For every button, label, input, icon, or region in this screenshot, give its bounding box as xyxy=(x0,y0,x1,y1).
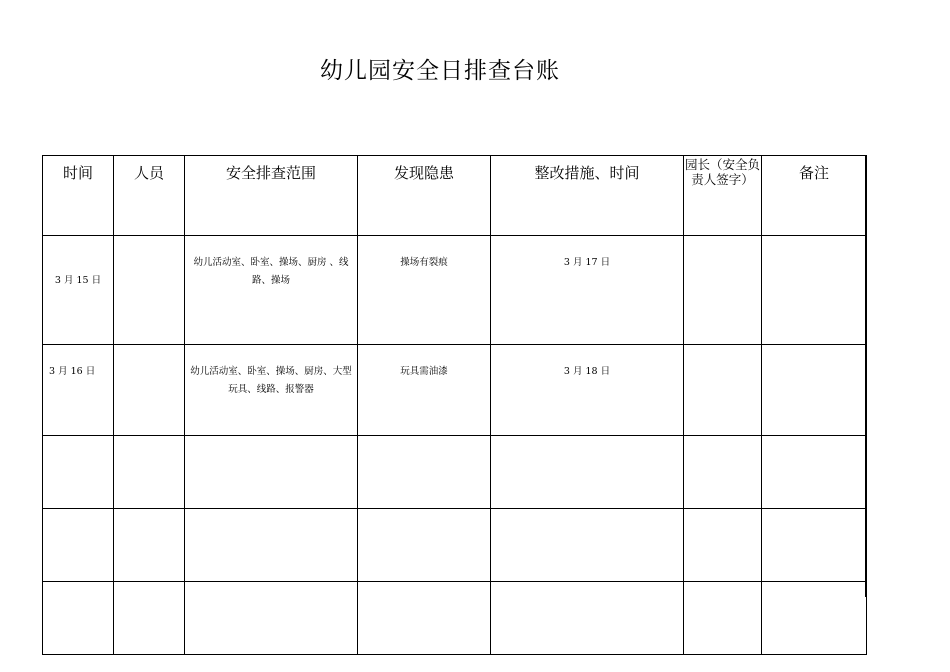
page-title: 幼儿园安全日排查台账 xyxy=(320,58,560,84)
header-rectify: 整改措施、时间 xyxy=(491,156,684,236)
cell-remark xyxy=(762,582,867,655)
cell-hazard: 玩具需油漆 xyxy=(358,345,491,436)
table-row xyxy=(43,345,867,436)
cell-principal xyxy=(684,582,762,655)
cell-time xyxy=(43,436,114,509)
cell-person xyxy=(114,509,185,582)
table-row xyxy=(43,509,867,582)
cell-person xyxy=(114,345,185,436)
cell-time: 3 月 15 日 xyxy=(43,236,114,345)
table-right-border xyxy=(865,155,866,597)
cell-rectify xyxy=(491,509,684,582)
cell-person xyxy=(114,436,185,509)
header-scope: 安全排查范围 xyxy=(185,156,358,236)
cell-hazard xyxy=(358,436,491,509)
header-person: 人员 xyxy=(114,156,185,236)
cell-person xyxy=(114,582,185,655)
cell-rectify: 3 月 18 日 xyxy=(491,345,684,436)
cell-principal xyxy=(684,436,762,509)
table-row xyxy=(43,436,867,509)
header-remark: 备注 xyxy=(762,156,867,236)
header-time: 时间 xyxy=(43,156,114,236)
header-hazard: 发现隐患 xyxy=(358,156,491,236)
cell-scope: 幼儿活动室、卧室、操场、厨房、大型玩具、线路、报警器 xyxy=(185,345,358,436)
cell-principal xyxy=(684,345,762,436)
cell-hazard: 操场有裂痕 xyxy=(358,236,491,345)
cell-scope xyxy=(185,509,358,582)
cell-rectify xyxy=(491,436,684,509)
cell-scope xyxy=(185,436,358,509)
table-row xyxy=(43,236,867,345)
header-principal: 园长（安全负责人签字） xyxy=(684,156,762,236)
cell-time xyxy=(43,509,114,582)
cell-time xyxy=(43,582,114,655)
cell-time: 3 月 16 日 xyxy=(43,345,114,436)
cell-remark xyxy=(762,436,867,509)
cell-scope: 幼儿活动室、卧室、操场、厨房 、线路、操场 xyxy=(185,236,358,345)
cell-hazard xyxy=(358,582,491,655)
cell-rectify: 3 月 17 日 xyxy=(491,236,684,345)
cell-principal xyxy=(684,509,762,582)
inspection-ledger-table xyxy=(42,155,867,655)
cell-remark xyxy=(762,345,867,436)
table-header-row xyxy=(43,156,867,236)
cell-rectify xyxy=(491,582,684,655)
cell-person xyxy=(114,236,185,345)
cell-principal xyxy=(684,236,762,345)
cell-remark xyxy=(762,509,867,582)
cell-hazard xyxy=(358,509,491,582)
cell-remark xyxy=(762,236,867,345)
cell-scope xyxy=(185,582,358,655)
table-row xyxy=(43,582,867,655)
